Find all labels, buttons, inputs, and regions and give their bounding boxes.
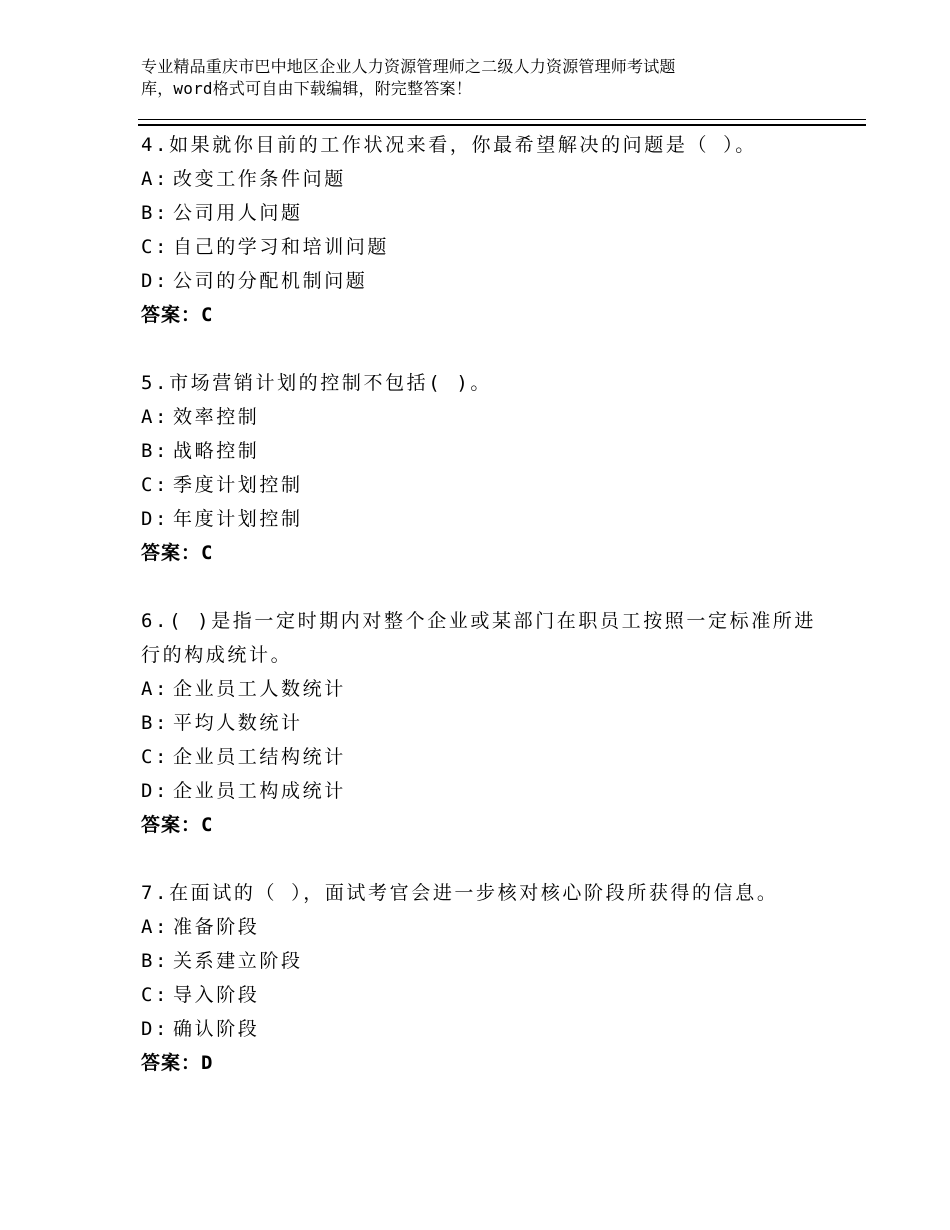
option-key: A: bbox=[141, 406, 170, 428]
answer-value: C bbox=[201, 304, 214, 326]
option-key: B: bbox=[141, 950, 170, 972]
document-header bbox=[141, 56, 781, 100]
question-list bbox=[141, 128, 821, 1114]
option-text: 平均人数统计 bbox=[173, 712, 303, 734]
option-d bbox=[141, 502, 821, 536]
option-key: B: bbox=[141, 440, 170, 462]
option-key: D: bbox=[141, 508, 170, 530]
question-stem: 4.如果就你目前的工作状况来看，你最希望解决的问题是（ ）。 bbox=[141, 134, 757, 156]
option-b bbox=[141, 196, 821, 230]
option-key: B: bbox=[141, 712, 170, 734]
option-b bbox=[141, 706, 821, 740]
option-a bbox=[141, 162, 821, 196]
option-text: 企业员工构成统计 bbox=[173, 780, 346, 802]
option-key: A: bbox=[141, 678, 170, 700]
option-text: 企业员工结构统计 bbox=[173, 746, 346, 768]
option-text: 效率控制 bbox=[173, 406, 260, 428]
question-stem: 5.市场营销计划的控制不包括( )。 bbox=[141, 372, 492, 394]
option-a bbox=[141, 672, 821, 706]
answer-label: 答案： bbox=[141, 814, 202, 836]
option-c bbox=[141, 230, 821, 264]
option-key: A: bbox=[141, 916, 170, 938]
question-5 bbox=[141, 366, 821, 570]
answer-label: 答案： bbox=[141, 1052, 202, 1074]
answer-value: D bbox=[201, 1052, 214, 1074]
option-key: A: bbox=[141, 168, 170, 190]
option-text: 战略控制 bbox=[173, 440, 260, 462]
answer-value: C bbox=[201, 814, 214, 836]
option-text: 自己的学习和培训问题 bbox=[173, 236, 390, 258]
option-d bbox=[141, 774, 821, 808]
option-text: 改变工作条件问题 bbox=[173, 168, 346, 190]
answer-line bbox=[141, 808, 821, 842]
option-key: D: bbox=[141, 270, 170, 292]
answer-value: C bbox=[201, 542, 214, 564]
option-key: C: bbox=[141, 984, 170, 1006]
option-key: C: bbox=[141, 746, 170, 768]
header-line-2: 库，word格式可自由下载编辑，附完整答案！ bbox=[141, 79, 472, 98]
option-text: 关系建立阶段 bbox=[173, 950, 303, 972]
question-stem: 7.在面试的（ ），面试考官会进一步核对核心阶段所获得的信息。 bbox=[141, 882, 779, 904]
option-text: 年度计划控制 bbox=[173, 508, 303, 530]
option-c bbox=[141, 468, 821, 502]
answer-line bbox=[141, 536, 821, 570]
option-b bbox=[141, 434, 821, 468]
option-key: D: bbox=[141, 780, 170, 802]
header-divider bbox=[138, 119, 866, 126]
option-c bbox=[141, 740, 821, 774]
option-a bbox=[141, 910, 821, 944]
option-text: 确认阶段 bbox=[173, 1018, 260, 1040]
answer-label: 答案： bbox=[141, 542, 202, 564]
option-key: C: bbox=[141, 474, 170, 496]
option-text: 企业员工人数统计 bbox=[173, 678, 346, 700]
option-d bbox=[141, 264, 821, 298]
answer-label: 答案： bbox=[141, 304, 202, 326]
option-text: 公司用人问题 bbox=[173, 202, 303, 224]
option-key: B: bbox=[141, 202, 170, 224]
answer-line bbox=[141, 298, 821, 332]
question-6 bbox=[141, 604, 821, 842]
header-line-1: 专业精品重庆市巴中地区企业人力资源管理师之二级人力资源管理师考试题 bbox=[141, 57, 676, 76]
question-stem-line-1: 6.( )是指一定时期内对整个企业或某部门在职员工按照一定标准所进 bbox=[141, 610, 816, 632]
question-7 bbox=[141, 876, 821, 1080]
option-c bbox=[141, 978, 821, 1012]
question-stem-line-2: 行的构成统计。 bbox=[141, 644, 293, 666]
option-text: 准备阶段 bbox=[173, 916, 260, 938]
answer-line bbox=[141, 1046, 821, 1080]
option-d bbox=[141, 1012, 821, 1046]
option-text: 公司的分配机制问题 bbox=[173, 270, 368, 292]
option-b bbox=[141, 944, 821, 978]
option-text: 导入阶段 bbox=[173, 984, 260, 1006]
option-a bbox=[141, 400, 821, 434]
option-key: D: bbox=[141, 1018, 170, 1040]
option-key: C: bbox=[141, 236, 170, 258]
question-4 bbox=[141, 128, 821, 332]
option-text: 季度计划控制 bbox=[173, 474, 303, 496]
